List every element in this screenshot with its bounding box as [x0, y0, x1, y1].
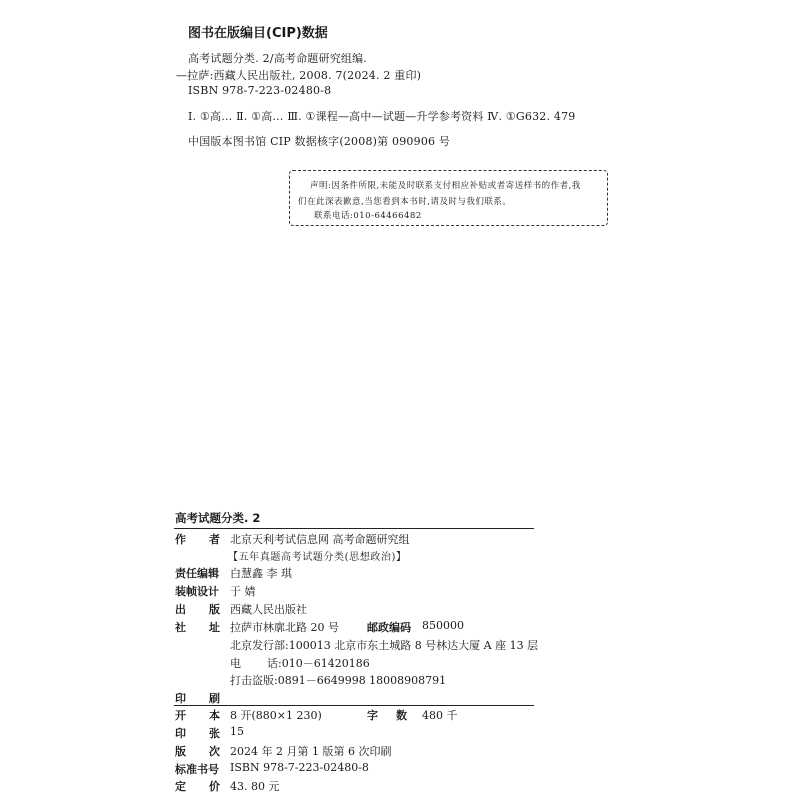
words-label: 字 数 [367, 709, 407, 722]
address-value: 拉萨市林廓北路 20 号 [230, 621, 339, 634]
phone-label-2: 话 [267, 657, 278, 670]
design-label: 装帧设计 [175, 585, 219, 598]
author-label: 作 者 [175, 533, 220, 546]
beijing-office: 北京发行部:100013 北京市东土城路 8 号林达大厦 A 座 13 层 [230, 639, 539, 652]
phone-label-1: 电 [230, 657, 241, 670]
declaration-box [289, 170, 608, 226]
author-value: 北京天利考试信息网 高考命题研究组 [230, 533, 410, 546]
cip-isbn: ISBN 978-7-223-02480-8 [188, 84, 332, 97]
cip-number: 中国版本图书馆 CIP 数据核字(2008)第 090906 号 [188, 135, 451, 148]
postcode-value: 850000 [422, 619, 464, 632]
declaration-line-1: 声明:因条件所限,未能及时联系支付相应补贴或者寄送样书的作者,我 [310, 181, 581, 191]
postcode-label: 邮政编码 [367, 621, 411, 634]
top-divider [174, 528, 534, 529]
publisher-value: 西藏人民出版社 [230, 603, 307, 616]
phone-value: :010－61420186 [278, 657, 370, 670]
isbn-label: 标准书号 [175, 763, 219, 776]
cip-title: 图书在版编目(CIP)数据 [188, 26, 328, 41]
price-value: 43. 80 元 [230, 780, 280, 793]
book-title: 高考试题分类. 2 [175, 511, 261, 525]
editor-value: 白慧鑫 李 琪 [230, 567, 292, 580]
price-label: 定 价 [175, 780, 220, 793]
edition-value: 2024 年 2 月第 1 版第 6 次印刷 [230, 745, 392, 758]
anti-piracy-phone: 打击盗版:0891－6649998 18008908791 [230, 674, 447, 687]
format-value: 8 开(880×1 230) [230, 709, 322, 722]
sheets-value: 15 [230, 725, 244, 738]
cip-classification: Ⅰ. ①高… Ⅱ. ①高… Ⅲ. ①课程—高中—试题—升学参考资料 Ⅳ. ①G632. 479 [188, 110, 576, 123]
cip-line-publisher: —拉萨:西藏人民出版社, 2008. 7(2024. 2 重印) [176, 69, 422, 82]
isbn-value: ISBN 978-7-223-02480-8 [230, 761, 369, 774]
series-note: 【五年真题高考试题分类(思想政治)】 [228, 552, 407, 563]
format-label: 开 本 [175, 709, 220, 722]
cip-line-title: 高考试题分类. 2/高考命题研究组编. [188, 52, 367, 65]
edition-label: 版 次 [175, 745, 220, 758]
words-value: 480 千 [422, 709, 458, 722]
declaration-contact: 联系电话:010-64466482 [314, 211, 422, 221]
phone-row [230, 655, 370, 671]
design-value: 于 婧 [230, 585, 256, 598]
bottom-divider [174, 705, 534, 706]
declaration-line-2: 们在此深表歉意,当您看到本书时,请及时与我们联系。 [298, 197, 512, 207]
print-label: 印 刷 [175, 692, 220, 705]
publisher-label: 出 版 [175, 603, 220, 616]
sheets-label: 印 张 [175, 727, 220, 740]
address-label: 社 址 [175, 621, 220, 634]
editor-label: 责任编辑 [175, 567, 219, 580]
